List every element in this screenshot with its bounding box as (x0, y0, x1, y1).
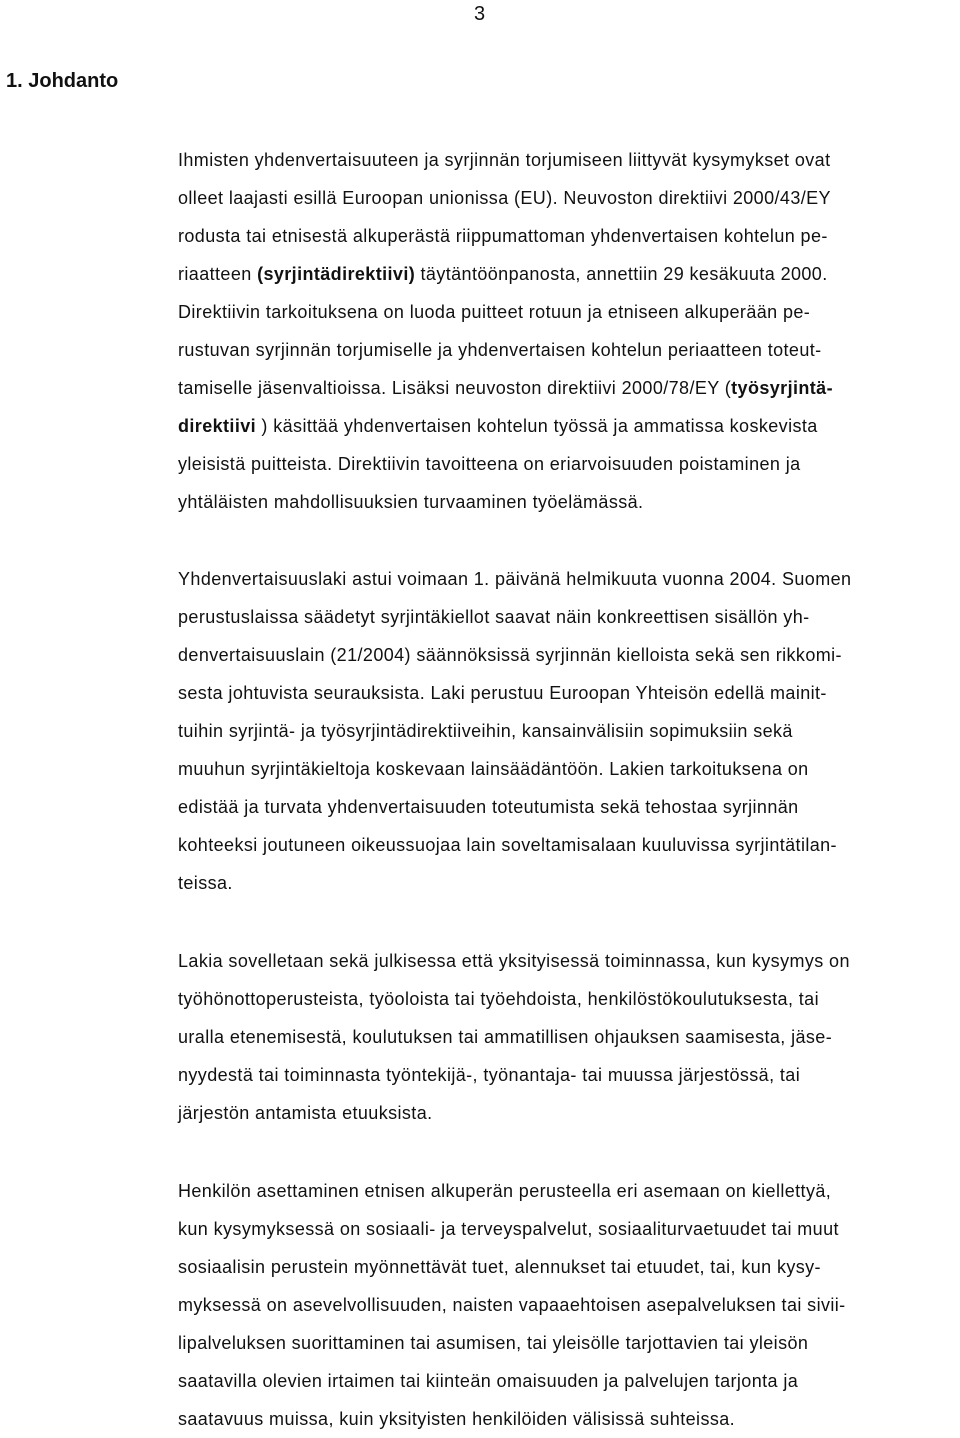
text-run: Lakia sovelletaan sekä julkisessa että yksityisessä toiminnassa, kun kysymys on (178, 951, 850, 971)
text-line (178, 179, 960, 217)
text-line (178, 217, 960, 255)
page-number: 3 (474, 3, 486, 25)
text-run: sosiaalisin perustein myönnettävät tuet, alennukset tai etuudet, tai, kun kysy- (178, 1257, 821, 1277)
text-line (178, 560, 960, 598)
text-line (178, 712, 960, 750)
text-line (178, 141, 960, 179)
text-line (178, 980, 960, 1018)
text-run: kun kysymyksessä on sosiaali- ja terveyspalvelut, sosiaaliturvaetuudet tai muut (178, 1219, 839, 1239)
text-run: Direktiivin tarkoituksena on luoda puitteet rotuun ja etniseen alkuperään pe- (178, 302, 811, 322)
text-run: Henkilön asettaminen etnisen alkuperän perusteella eri asemaan on kiellettyä, (178, 1181, 832, 1201)
text-line (178, 1286, 960, 1324)
text-line (178, 1210, 960, 1248)
text-line (178, 942, 960, 980)
text-run: rodusta tai etnisestä alkuperästä riippumattoman yhdenvertaisen kohtelun pe- (178, 226, 828, 246)
text-run: täytäntöönpanosta, annettiin 29 kesäkuuta 2000. (415, 264, 828, 284)
text-line (178, 788, 960, 826)
text-run: yhtäläisten mahdollisuuksien turvaaminen työelämässä. (178, 492, 644, 512)
text-line (178, 331, 960, 369)
text-line (178, 1056, 960, 1094)
text-run: myksessä on asevelvollisuuden, naisten vapaaehtoisen asepalveluksen tai sivii- (178, 1295, 846, 1315)
text-line (178, 826, 960, 864)
text-run: muuhun syrjintäkieltoja koskevaan lainsäädäntöön. Lakien tarkoituksena on (178, 759, 809, 779)
text-run: yleisistä puitteista. Direktiivin tavoitteena on eriarvoisuuden poistaminen ja (178, 454, 801, 474)
text-line (178, 1172, 960, 1210)
text-line (178, 369, 960, 407)
paragraph-2 (178, 560, 960, 902)
text-run: järjestön antamista etuuksista. (178, 1103, 433, 1123)
bold-term: (syrjintädirektiivi) (257, 264, 416, 284)
text-line (178, 1324, 960, 1362)
text-run: saatavuus muissa, kuin yksityisten henkilöiden välisissä suhteissa. (178, 1409, 736, 1429)
text-line (178, 445, 960, 483)
text-line (178, 750, 960, 788)
text-run: lipalveluksen suorittaminen tai asumisen, tai yleisölle tarjottavien tai yleisön (178, 1333, 809, 1353)
text-run: denvertaisuuslain (21/2004) säännöksissä syrjinnän kielloista sekä sen rikkomi- (178, 645, 842, 665)
text-run: perustuslaissa säädetyt syrjintäkiellot saavat näin konkreettisen sisällön yh- (178, 607, 810, 627)
text-run: ) käsittää yhdenvertaisen kohtelun työssä ja ammatissa koskevista (256, 416, 818, 436)
paragraph-4 (178, 1172, 960, 1438)
text-run: nyydestä tai toiminnasta työntekijä-, työnantaja- tai muussa järjestössä, tai (178, 1065, 801, 1085)
text-line (178, 483, 960, 521)
text-line (178, 1018, 960, 1056)
paragraph-3 (178, 942, 960, 1132)
text-run: uralla etenemisestä, koulutuksen tai ammatillisen ohjauksen saamisesta, jäse- (178, 1027, 833, 1047)
text-run: työhönottoperusteista, työoloista tai työehdoista, henkilöstökoulutuksesta, tai (178, 989, 819, 1009)
text-run: saatavilla olevien irtaimen tai kiinteän omaisuuden ja palvelujen tarjonta ja (178, 1371, 799, 1391)
bold-term: direktiivi (178, 416, 257, 436)
text-run: Yhdenvertaisuuslaki astui voimaan 1. päivänä helmikuuta vuonna 2004. Suomen (178, 569, 852, 589)
text-line (178, 255, 960, 293)
text-run: edistää ja turvata yhdenvertaisuuden toteutumista sekä tehostaa syrjinnän (178, 797, 799, 817)
text-run: teissa. (178, 873, 233, 893)
text-run: tuihin syrjintä- ja työsyrjintädirektiiveihin, kansainvälisiin sopimuksiin sekä (178, 721, 793, 741)
text-run: tamiselle jäsenvaltioissa. Lisäksi neuvoston direktiivi 2000/78/EY ( (178, 378, 732, 398)
text-line (178, 636, 960, 674)
text-run: olleet laajasti esillä Euroopan unionissa (EU). Neuvoston direktiivi 2000/43/EY (178, 188, 831, 208)
bold-term: työsyrjintä- (731, 378, 833, 398)
text-line (178, 1400, 960, 1438)
text-line (178, 598, 960, 636)
text-line (178, 1248, 960, 1286)
text-line (178, 1362, 960, 1400)
text-line (178, 864, 960, 902)
text-run: riaatteen (178, 264, 258, 284)
paragraph-1 (178, 141, 960, 521)
text-line (178, 674, 960, 712)
text-line (178, 1094, 960, 1132)
text-run: rustuvan syrjinnän torjumiselle ja yhdenvertaisen kohtelun periaatteen toteut- (178, 340, 822, 360)
section-heading: 1. Johdanto (6, 70, 119, 92)
text-line (178, 293, 960, 331)
text-line (178, 407, 960, 445)
text-run: kohteeksi joutuneen oikeussuojaa lain soveltamisalaan kuuluvissa syrjintätilan- (178, 835, 837, 855)
text-run: Ihmisten yhdenvertaisuuteen ja syrjinnän torjumiseen liittyvät kysymykset ovat (178, 150, 831, 170)
text-run: sesta johtuvista seurauksista. Laki perustuu Euroopan Yhteisön edellä mainit- (178, 683, 827, 703)
